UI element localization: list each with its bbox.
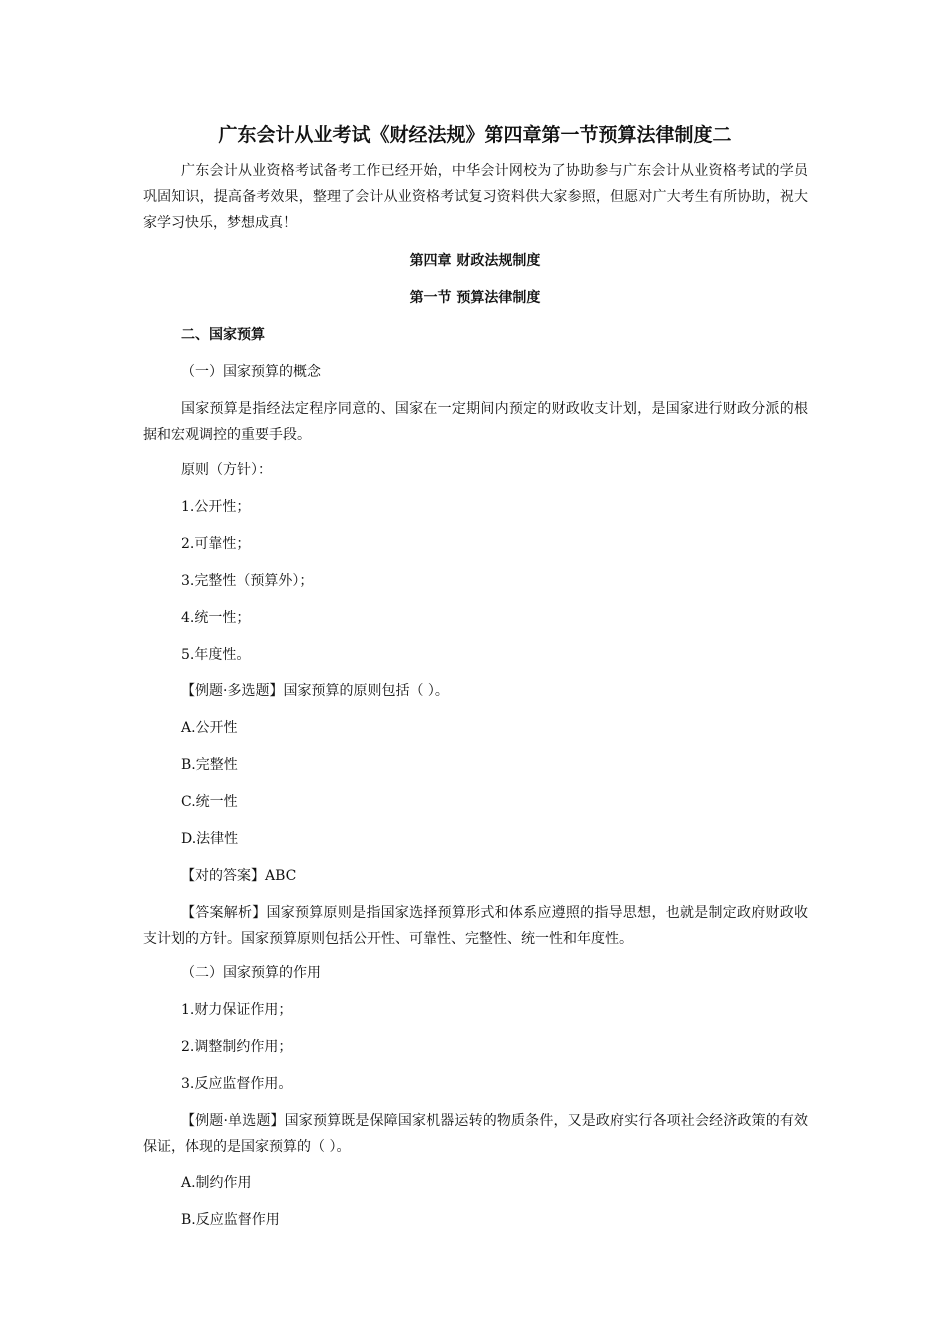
list-item: 5.年度性。 [181, 647, 251, 663]
option-item: D.法律性 [181, 831, 239, 847]
list-item: 3.完整性（预算外）； [181, 573, 314, 589]
chapter-heading: 第四章 财政法规制度 [409, 253, 541, 269]
question-1: 【例题·多选题】国家预算的原则包括（ ）。 [181, 683, 449, 699]
heading-national-budget: 二、国家预算 [181, 327, 265, 343]
document-title: 广东会计从业考试《财经法规》第四章第一节预算法律制度二 [218, 124, 732, 146]
list-item: 4.统一性； [181, 610, 251, 626]
principle-label: 原则（方针）： [181, 462, 272, 478]
option-item: B.完整性 [181, 757, 238, 773]
answer-1: 【对的答案】ABC [181, 868, 297, 884]
subheading-role: （二）国家预算的作用 [181, 965, 321, 981]
intro-paragraph: 广东会计从业资格考试备考工作已经开始，中华会计网校为了协助参与广东会计从业资格考试的学员巩固知识，提高备考效果，整理了会计从业资格考试复习资料供大家参照，但愿对广大考生有所协助，祝大家学习快乐，梦想成真！ [143, 163, 808, 231]
option-item: A.制约作用 [181, 1175, 252, 1191]
analysis-1: 【答案解析】国家预算原则是指国家选择预算形式和体系应遵照的指导思想，也就是制定政府财政收支计划的方针。国家预算原则包括公开性、可靠性、完整性、统一性和年度性。 [143, 905, 808, 947]
section-heading: 第一节 预算法律制度 [409, 290, 541, 306]
list-item: 3.反应监督作用。 [181, 1076, 293, 1092]
option-item: A.公开性 [181, 720, 238, 736]
subheading-concept: （一）国家预算的概念 [181, 364, 321, 380]
list-item: 1.公开性； [181, 499, 251, 515]
concept-paragraph: 国家预算是指经法定程序同意的、国家在一定期间内预定的财政收支计划，是国家进行财政分派的根据和宏观调控的重要手段。 [143, 401, 808, 443]
list-item: 2.调整制约作用； [181, 1039, 293, 1055]
list-item: 1.财力保证作用； [181, 1002, 293, 1018]
option-item: B.反应监督作用 [181, 1212, 280, 1228]
option-item: C.统一性 [181, 794, 238, 810]
question-2: 【例题·单选题】国家预算既是保障国家机器运转的物质条件，又是政府实行各项社会经济政策的有效保证，体现的是国家预算的（ ）。 [143, 1113, 808, 1155]
list-item: 2.可靠性； [181, 536, 251, 552]
